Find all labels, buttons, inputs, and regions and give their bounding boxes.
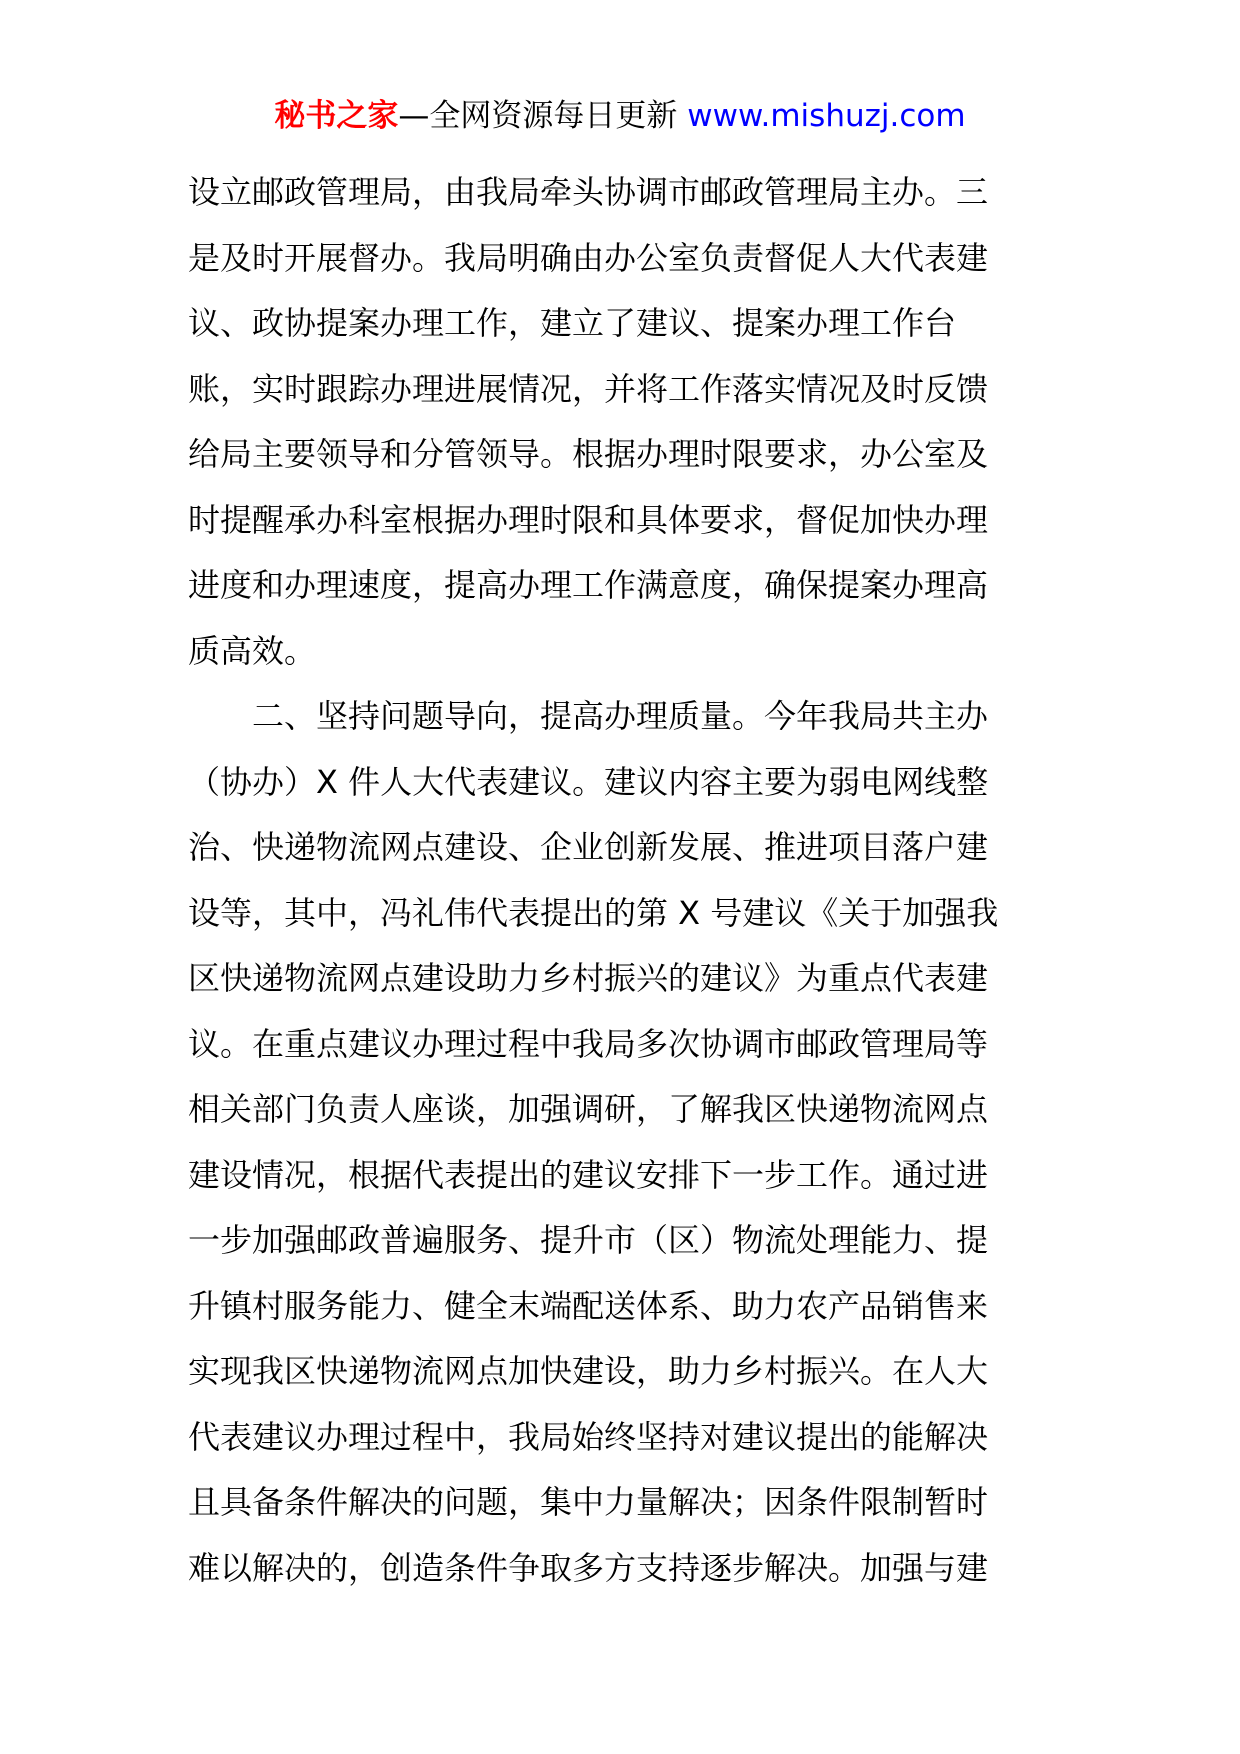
- site-header: [0, 96, 1240, 136]
- text-line: 相关部门负责人座谈，加强调研，了解我区快递物流网点: [188, 1090, 989, 1128]
- site-tagline: —全网资源每日更新: [398, 98, 688, 134]
- text-line: 且具备条件解决的问题，集中力量解决；因条件限制暂时: [188, 1483, 989, 1521]
- text-line: 实现我区快递物流网点加快建设，助力乡村振兴。在人大: [188, 1352, 989, 1390]
- text-line: 进度和办理速度，提高办理工作满意度，确保提案办理高: [188, 566, 989, 604]
- text-line: 质高效。: [188, 631, 317, 670]
- text-line: 难以解决的，创造条件争取多方支持逐步解决。加强与建: [188, 1548, 989, 1587]
- text-line: 设等，其中，冯礼伟代表提出的第 X 号建议《关于加强我: [188, 893, 999, 932]
- site-brand: 秘书之家: [274, 98, 399, 134]
- text-line: 区快递物流网点建设助力乡村振兴的建议》为重点代表建: [188, 959, 989, 997]
- text-line: 账，实时跟踪办理进展情况，并将工作落实情况及时反馈: [188, 369, 989, 408]
- text-line: 治、快递物流网点建设、企业创新发展、推进项目落户建: [188, 828, 989, 866]
- text-line: 代表建议办理过程中，我局始终坚持对建议提出的能解决: [188, 1417, 989, 1456]
- text-line: 议、政协提案办理工作，建立了建议、提案办理工作台: [188, 304, 957, 342]
- site-url[interactable]: www.mishuzj.com: [687, 98, 966, 134]
- text-line: 议。在重点建议办理过程中我局多次协调市邮政管理局等: [188, 1024, 989, 1063]
- text-line: 建设情况，根据代表提出的建议安排下一步工作。通过进: [188, 1155, 989, 1194]
- text-line: 二、坚持问题导向，提高办理质量。今年我局共主办: [188, 697, 989, 735]
- text-line: 一步加强邮政普遍服务、提升市（区）物流处理能力、提: [188, 1221, 989, 1259]
- text-line: 设立邮政管理局，由我局牵头协调市邮政管理局主办。三: [188, 173, 989, 211]
- text-line: 是及时开展督办。我局明确由办公室负责督促人大代表建: [188, 238, 989, 277]
- text-line: 给局主要领导和分管领导。根据办理时限要求，办公室及: [188, 435, 989, 473]
- text-line: （协办）X 件人大代表建议。建议内容主要为弱电网线整: [188, 762, 989, 801]
- document-body: [188, 160, 1058, 1601]
- text-line: 升镇村服务能力、健全末端配送体系、助力农产品销售来: [188, 1286, 989, 1325]
- text-line: 时提醒承办科室根据办理时限和具体要求，督促加快办理: [188, 500, 989, 539]
